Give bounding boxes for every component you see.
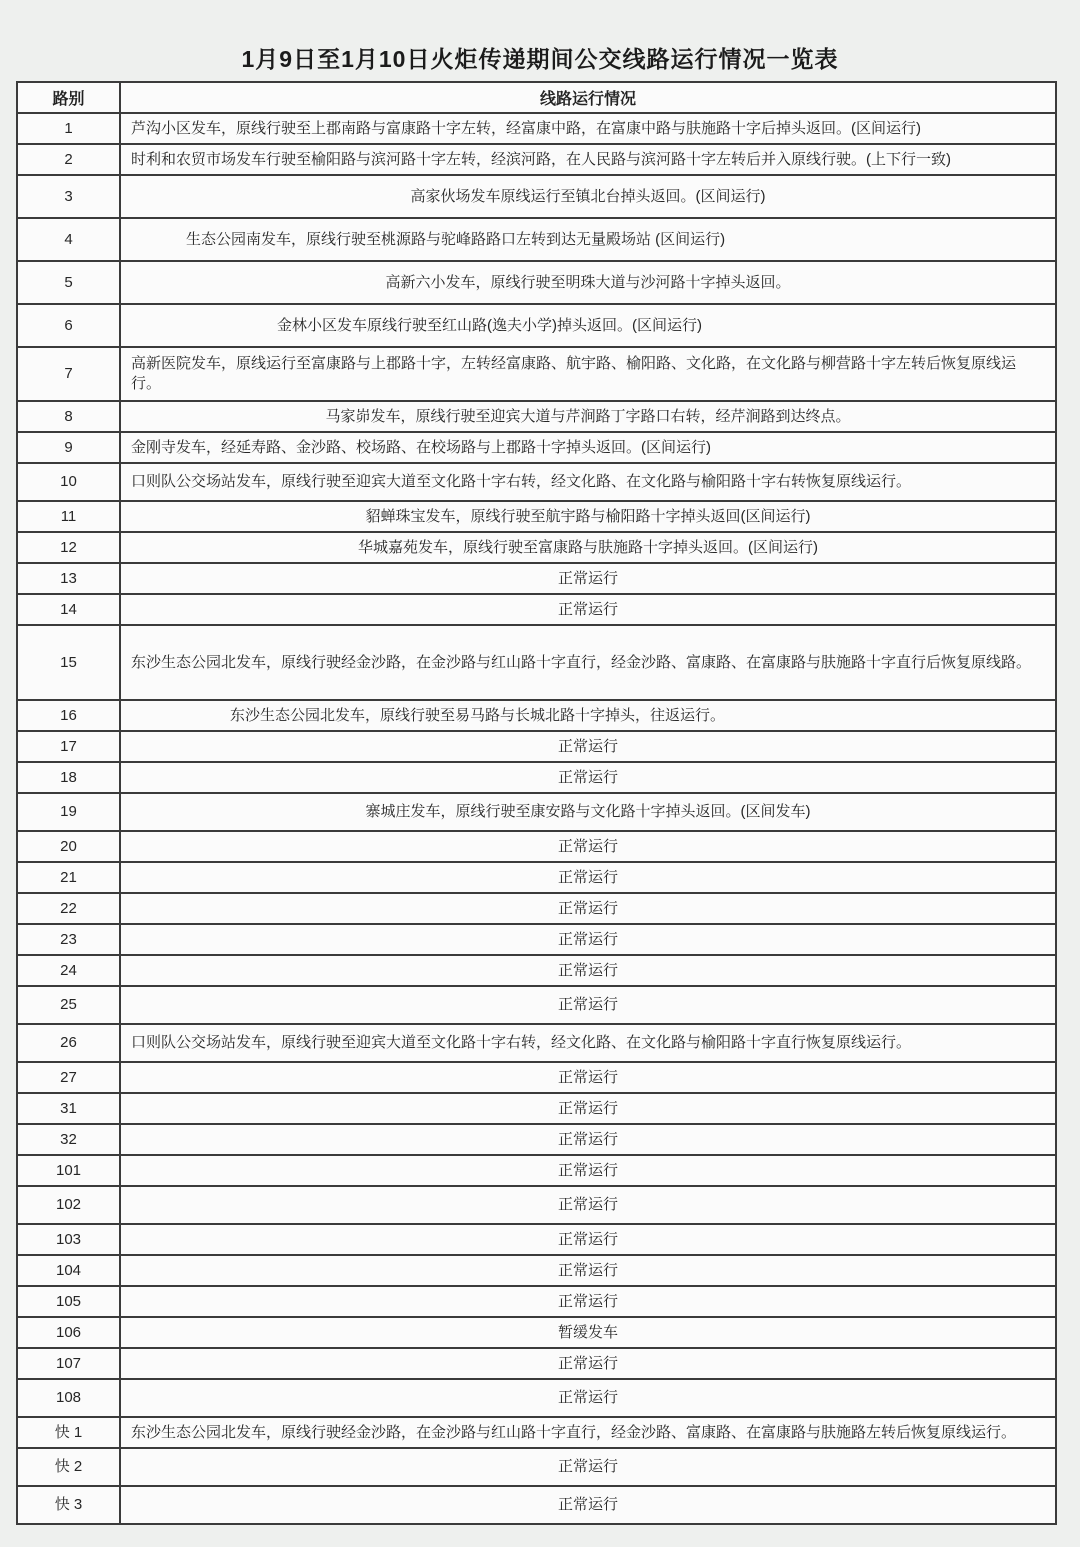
route-number: 25 (17, 986, 120, 1024)
route-status: 正常运行 (120, 1155, 1056, 1186)
route-status: 东沙生态公园北发车，原线行驶至易马路与长城北路十字掉头，往返运行。 (120, 700, 1056, 731)
table-row (17, 1286, 1056, 1317)
route-status: 正常运行 (120, 1224, 1056, 1255)
route-status: 暂缓发车 (120, 1317, 1056, 1348)
route-status: 正常运行 (120, 955, 1056, 986)
route-status: 口则队公交场站发车，原线行驶至迎宾大道至文化路十字右转，经文化路、在文化路与榆阳路十字直行恢复原线运行。 (120, 1024, 1056, 1062)
route-status: 正常运行 (120, 1379, 1056, 1417)
route-status: 东沙生态公园北发车，原线行驶经金沙路，在金沙路与红山路十字直行，经金沙路、富康路、在富康路与肤施路左转后恢复原线运行。 (120, 1417, 1056, 1448)
table-row (17, 1062, 1056, 1093)
route-status: 高新医院发车，原线运行至富康路与上郡路十字，左转经富康路、航宇路、榆阳路、文化路，在文化路与柳营路十字左转后恢复原线运行。 (120, 347, 1056, 401)
route-number: 107 (17, 1348, 120, 1379)
table-row (17, 1155, 1056, 1186)
route-number: 3 (17, 175, 120, 218)
route-status: 正常运行 (120, 893, 1056, 924)
table-row (17, 175, 1056, 218)
route-number: 23 (17, 924, 120, 955)
table-header (17, 82, 1056, 113)
route-number: 22 (17, 893, 120, 924)
route-number: 21 (17, 862, 120, 893)
route-number: 16 (17, 700, 120, 731)
route-status: 时利和农贸市场发车行驶至榆阳路与滨河路十字左转，经滨河路，在人民路与滨河路十字左转后并入原线行驶。(上下行一致) (120, 144, 1056, 175)
route-number: 31 (17, 1093, 120, 1124)
route-status: 正常运行 (120, 594, 1056, 625)
route-number: 19 (17, 793, 120, 831)
table-row (17, 1417, 1056, 1448)
route-status: 正常运行 (120, 924, 1056, 955)
table-row (17, 1093, 1056, 1124)
table-row (17, 1348, 1056, 1379)
status-column-header: 线路运行情况 (120, 82, 1056, 113)
route-number: 27 (17, 1062, 120, 1093)
route-number: 32 (17, 1124, 120, 1155)
table-row (17, 432, 1056, 463)
route-number: 105 (17, 1286, 120, 1317)
route-number: 26 (17, 1024, 120, 1062)
table-row (17, 793, 1056, 831)
table-row (17, 463, 1056, 501)
route-status: 口则队公交场站发车，原线行驶至迎宾大道至文化路十字右转，经文化路、在文化路与榆阳路十字右转恢复原线运行。 (120, 463, 1056, 501)
route-number: 108 (17, 1379, 120, 1417)
table-row (17, 113, 1056, 144)
route-number: 快 3 (17, 1486, 120, 1524)
document-title: 1月9日至1月10日火炬传递期间公交线路运行情况一览表 (241, 46, 839, 72)
table-row (17, 1224, 1056, 1255)
route-status: 金林小区发车原线行驶至红山路(逸夫小学)掉头返回。(区间运行) (120, 304, 1056, 347)
table-row (17, 893, 1056, 924)
route-number: 104 (17, 1255, 120, 1286)
route-number: 8 (17, 401, 120, 432)
table-row (17, 1255, 1056, 1286)
table-row (17, 986, 1056, 1024)
table-row (17, 218, 1056, 261)
route-number: 14 (17, 594, 120, 625)
table-body (17, 113, 1056, 1524)
table-row (17, 924, 1056, 955)
route-number: 快 2 (17, 1448, 120, 1486)
route-number: 快 1 (17, 1417, 120, 1448)
route-status: 正常运行 (120, 1186, 1056, 1224)
route-status: 正常运行 (120, 831, 1056, 862)
route-status: 正常运行 (120, 731, 1056, 762)
route-number: 7 (17, 347, 120, 401)
route-status: 华城嘉苑发车，原线行驶至富康路与肤施路十字掉头返回。(区间运行) (120, 532, 1056, 563)
route-status: 东沙生态公园北发车，原线行驶经金沙路，在金沙路与红山路十字直行，经金沙路、富康路、在富康路与肤施路十字直行后恢复原线路。 (120, 625, 1056, 700)
table-row (17, 1486, 1056, 1524)
table-row (17, 1379, 1056, 1417)
route-number: 24 (17, 955, 120, 986)
route-status: 高家伙场发车原线运行至镇北台掉头返回。(区间运行) (120, 175, 1056, 218)
table-row (17, 1124, 1056, 1155)
route-number: 10 (17, 463, 120, 501)
route-status: 正常运行 (120, 1062, 1056, 1093)
table-row (17, 625, 1056, 700)
table-row (17, 1024, 1056, 1062)
route-number: 12 (17, 532, 120, 563)
route-status: 正常运行 (120, 986, 1056, 1024)
table-row (17, 532, 1056, 563)
route-status: 正常运行 (120, 1255, 1056, 1286)
route-status: 貂蝉珠宝发车，原线行驶至航宇路与榆阳路十字掉头返回(区间运行) (120, 501, 1056, 532)
route-status: 芦沟小区发车，原线行驶至上郡南路与富康路十字左转，经富康中路，在富康中路与肤施路十字后掉头返回。(区间运行) (120, 113, 1056, 144)
route-column-header: 路别 (17, 82, 120, 113)
table-row (17, 501, 1056, 532)
table-row (17, 401, 1056, 432)
route-status: 正常运行 (120, 1348, 1056, 1379)
table-row (17, 347, 1056, 401)
route-number: 18 (17, 762, 120, 793)
table-row (17, 731, 1056, 762)
route-status: 高新六小发车，原线行驶至明珠大道与沙河路十字掉头返回。 (120, 261, 1056, 304)
route-status: 正常运行 (120, 1093, 1056, 1124)
route-status: 正常运行 (120, 862, 1056, 893)
table-row (17, 831, 1056, 862)
table-row (17, 261, 1056, 304)
route-status: 正常运行 (120, 563, 1056, 594)
route-status: 正常运行 (120, 1286, 1056, 1317)
route-status: 生态公园南发车，原线行驶至桃源路与驼峰路路口左转到达无量殿场站 (区间运行) (120, 218, 1056, 261)
table-row (17, 1186, 1056, 1224)
route-status: 正常运行 (120, 762, 1056, 793)
routes-table (16, 81, 1057, 1525)
header-row (17, 82, 1056, 113)
table-row (17, 144, 1056, 175)
route-number: 4 (17, 218, 120, 261)
route-status: 马家峁发车，原线行驶至迎宾大道与芹涧路丁字路口右转，经芹涧路到达终点。 (120, 401, 1056, 432)
table-row (17, 594, 1056, 625)
table-row (17, 762, 1056, 793)
table-row (17, 1448, 1056, 1486)
route-status: 正常运行 (120, 1124, 1056, 1155)
route-number: 11 (17, 501, 120, 532)
route-status: 正常运行 (120, 1486, 1056, 1524)
table-row (17, 563, 1056, 594)
route-number: 15 (17, 625, 120, 700)
route-number: 5 (17, 261, 120, 304)
table-row (17, 862, 1056, 893)
route-number: 103 (17, 1224, 120, 1255)
table-row (17, 304, 1056, 347)
table-row (17, 700, 1056, 731)
table-row (17, 955, 1056, 986)
route-number: 1 (17, 113, 120, 144)
route-number: 20 (17, 831, 120, 862)
route-number: 102 (17, 1186, 120, 1224)
route-number: 101 (17, 1155, 120, 1186)
route-number: 2 (17, 144, 120, 175)
route-number: 9 (17, 432, 120, 463)
route-number: 13 (17, 563, 120, 594)
route-number: 17 (17, 731, 120, 762)
route-status: 寨城庄发车，原线行驶至康安路与文化路十字掉头返回。(区间发车) (120, 793, 1056, 831)
table-row (17, 1317, 1056, 1348)
route-number: 106 (17, 1317, 120, 1348)
route-status: 正常运行 (120, 1448, 1056, 1486)
route-number: 6 (17, 304, 120, 347)
route-status: 金刚寺发车，经延寿路、金沙路、校场路、在校场路与上郡路十字掉头返回。(区间运行) (120, 432, 1056, 463)
